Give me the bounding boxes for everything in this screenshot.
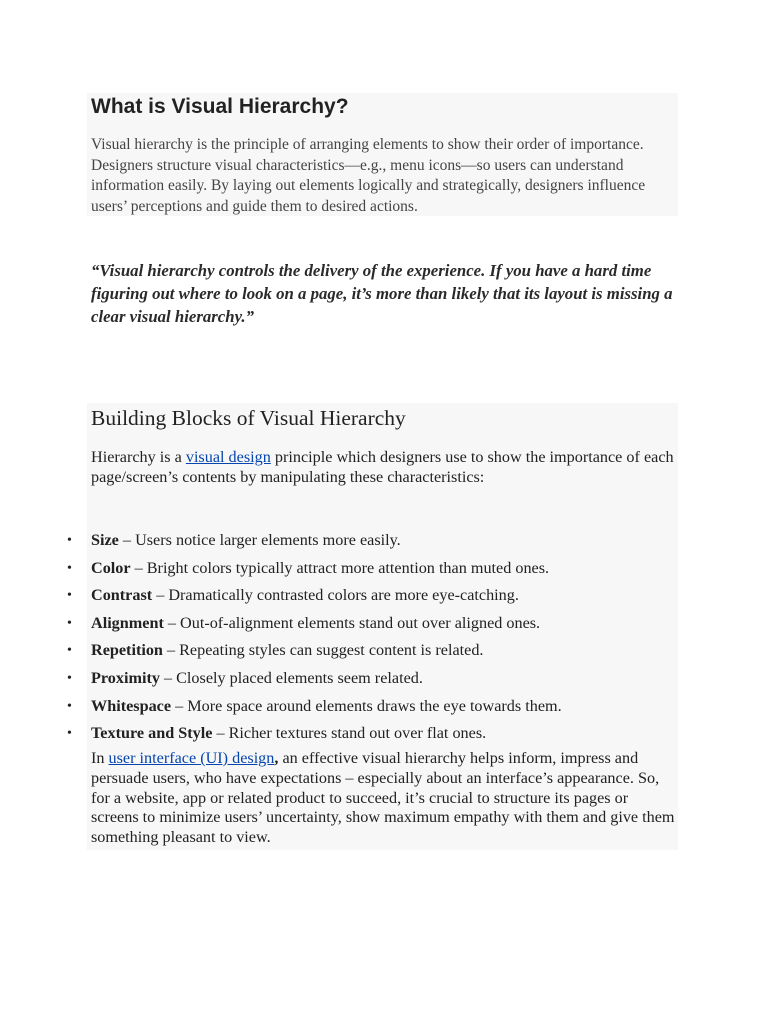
list-item-desc: – More space around elements draws the eye towards them. <box>171 696 562 715</box>
pull-quote: “Visual hierarchy controls the delivery of the experience. If you have a hard time figuring out where to look on a page, it’s more than likely that its layout is missing a clear visual hierarchy.” <box>91 261 673 327</box>
outro-comma: , <box>274 749 279 767</box>
list-item-term: Proximity <box>91 668 160 687</box>
outro-text-before: In <box>91 749 109 767</box>
list-item <box>67 637 562 665</box>
list-item-term: Contrast <box>91 586 153 605</box>
section-building-blocks <box>67 403 678 850</box>
bullet-icon: • <box>67 643 72 659</box>
list-item-term: Repetition <box>91 641 163 660</box>
outro-text-after: an effective visual hierarchy helps inform, impress and persuade users, who have expectations – especially about an interface’s appearance. So, for a website, app or related product to succeed, it’s crucial to structure its pages or screens to minimize users’ uncertainty, show maximum empathy with them and give them something pleasant to view. <box>91 749 675 847</box>
bullet-icon: • <box>67 560 72 576</box>
list-item <box>67 665 562 693</box>
section-title: What is Visual Hierarchy? <box>91 95 349 118</box>
list-item-term: Size <box>91 531 119 549</box>
ui-design-link[interactable]: user interface (UI) design <box>108 749 275 767</box>
list-item-desc: – Repeating styles can suggest content is related. <box>162 641 484 660</box>
section-what-is-visual-hierarchy <box>87 93 678 216</box>
section-outro <box>91 749 679 848</box>
section-intro <box>91 447 676 487</box>
characteristics-list <box>67 527 562 748</box>
intro-text-before: Hierarchy is a <box>91 448 186 466</box>
intro-text-after: principle which designers use to show the importance of each page/screen’s contents by manipulating these characteristics: <box>91 448 674 486</box>
list-item <box>67 582 562 610</box>
list-item-desc: – Bright colors typically attract more attention than muted ones. <box>130 558 550 577</box>
list-item-term: Whitespace <box>91 696 172 715</box>
list-item <box>67 720 562 748</box>
list-item <box>67 555 562 583</box>
list-item-term: Texture and Style <box>91 724 213 743</box>
bullet-icon: • <box>67 698 72 714</box>
list-item-term: Alignment <box>91 613 164 632</box>
visual-design-link[interactable]: visual design <box>185 448 271 466</box>
list-item-desc: – Dramatically contrasted colors are more eye-catching. <box>152 586 519 605</box>
list-item-term: Color <box>91 558 131 577</box>
list-item <box>67 527 562 555</box>
bullet-icon: • <box>67 533 72 548</box>
bullet-icon: • <box>67 615 72 631</box>
bullet-icon: • <box>67 726 72 742</box>
list-item-desc: – Users notice larger elements more easily. <box>118 531 401 549</box>
list-item-desc: – Richer textures stand out over flat ones. <box>212 724 487 743</box>
section-title: Building Blocks of Visual Hierarchy <box>91 406 406 430</box>
list-item-desc: – Out-of-alignment elements stand out over aligned ones. <box>163 613 541 632</box>
list-item <box>67 693 562 721</box>
list-item <box>67 610 562 638</box>
bullet-icon: • <box>67 670 72 686</box>
section-body: Visual hierarchy is the principle of arranging elements to show their order of importance. Designers structure visual characteristics—e.g., menu icons—so users can understand information easily. By laying out elements logically and strategically, designers influence users’ perceptions and guide them to desired actions. <box>91 136 646 215</box>
list-item-desc: – Closely placed elements seem related. <box>159 668 423 687</box>
bullet-icon: • <box>67 588 72 604</box>
